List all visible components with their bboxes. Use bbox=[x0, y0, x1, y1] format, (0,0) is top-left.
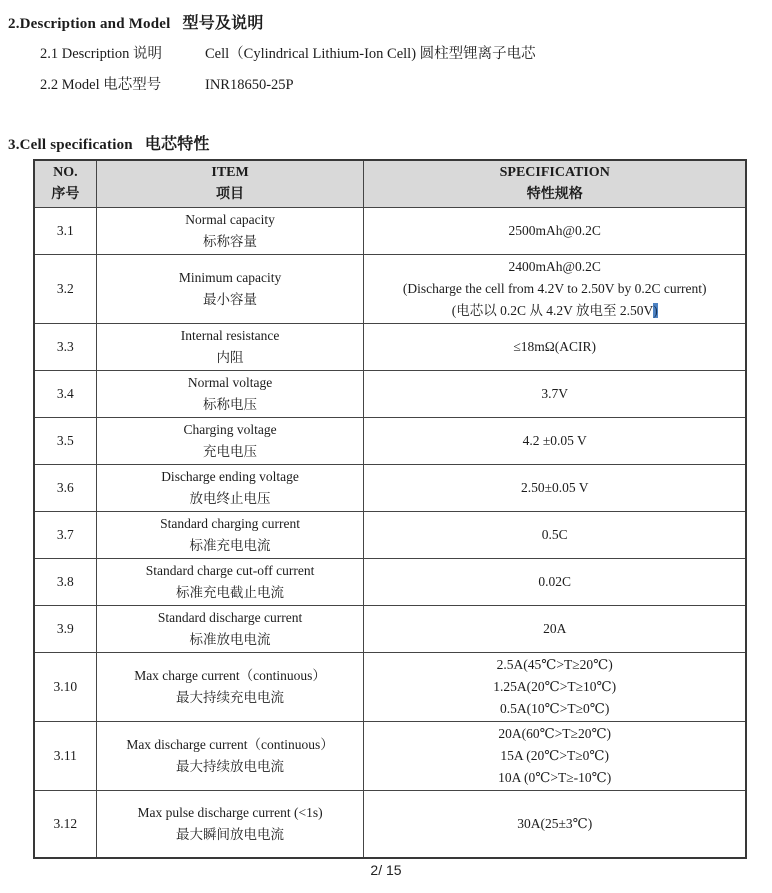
item-name-en: Standard discharge current bbox=[157, 610, 303, 625]
row-number-cell: 3.8 bbox=[34, 559, 96, 606]
item-name-en: Standard charging current bbox=[160, 516, 301, 531]
selected-text[interactable]: ) bbox=[653, 303, 658, 318]
item-name-zh: 最大持续充电电流 bbox=[176, 690, 285, 705]
row-number-cell: 3.7 bbox=[34, 512, 96, 559]
section-2-heading-zh: 型号及说明 bbox=[182, 15, 264, 32]
specification-cell bbox=[364, 465, 746, 512]
spec-line: ≤18mΩ(ACIR) bbox=[513, 339, 597, 354]
row-number-cell: 3.11 bbox=[34, 722, 96, 791]
table-row bbox=[34, 722, 746, 791]
table-row bbox=[34, 559, 746, 606]
specification-cell bbox=[364, 559, 746, 606]
section-2-heading bbox=[8, 10, 772, 33]
section-3-heading-en: 3.Cell specification bbox=[8, 137, 133, 153]
item-cell bbox=[96, 791, 364, 859]
table-row bbox=[34, 791, 746, 859]
row-number-cell: 3.4 bbox=[34, 371, 96, 418]
spec-line: 0.5A(10℃>T≥0℃) bbox=[500, 701, 610, 716]
row-number-cell: 3.10 bbox=[34, 653, 96, 722]
specification-cell bbox=[364, 722, 746, 791]
cell-specification-table bbox=[33, 159, 747, 859]
spec-line: 2.50±0.05 V bbox=[520, 480, 589, 495]
table-header bbox=[34, 160, 746, 208]
item-name-en: Normal voltage bbox=[187, 375, 273, 390]
item-name-en: Max discharge current（continuous） bbox=[126, 737, 334, 752]
item-name-en: Normal capacity bbox=[185, 212, 275, 227]
spec-line: 30A(25±3℃) bbox=[517, 816, 593, 831]
item-cell bbox=[96, 371, 364, 418]
section-3-heading-zh: 电芯特性 bbox=[144, 136, 210, 153]
item-cell bbox=[96, 606, 364, 653]
spec-line: 3.7V bbox=[541, 386, 569, 401]
item-cell bbox=[96, 465, 364, 512]
item-name-en: Discharge ending voltage bbox=[161, 469, 299, 484]
item-name-zh: 最大瞬间放电电流 bbox=[176, 827, 285, 842]
row-number-cell: 3.5 bbox=[34, 418, 96, 465]
spec-line: 4.2 ±0.05 V bbox=[522, 433, 587, 448]
specification-cell bbox=[364, 208, 746, 255]
model-label: 2.2 Model 电芯型号 bbox=[40, 77, 162, 93]
item-cell bbox=[96, 722, 364, 791]
row-number-cell: 3.3 bbox=[34, 324, 96, 371]
specification-cell bbox=[364, 512, 746, 559]
row-number-cell: 3.9 bbox=[34, 606, 96, 653]
item-cell bbox=[96, 559, 364, 606]
specification-cell bbox=[364, 255, 746, 324]
table-row bbox=[34, 255, 746, 324]
item-name-en: Internal resistance bbox=[180, 328, 280, 343]
spec-line: (电芯以 0.2C 从 4.2V 放电至 2.50V) bbox=[451, 303, 658, 318]
specification-cell bbox=[364, 371, 746, 418]
specification-cell bbox=[364, 653, 746, 722]
item-name-zh: 充电电压 bbox=[203, 444, 258, 459]
spec-line: 2.5A(45℃>T≥20℃) bbox=[496, 657, 613, 672]
row-number-cell: 3.12 bbox=[34, 791, 96, 859]
table-row bbox=[34, 465, 746, 512]
item-name-en: Charging voltage bbox=[183, 422, 277, 437]
section-2-heading-en: 2.Description and Model bbox=[8, 16, 171, 32]
spec-line: 20A bbox=[543, 621, 567, 636]
spec-line: 2500mAh@0.2C bbox=[508, 223, 601, 238]
specification-cell bbox=[364, 418, 746, 465]
item-name-zh: 放电终止电压 bbox=[189, 491, 271, 506]
model-row bbox=[40, 76, 772, 95]
header-no: NO. 序号 bbox=[34, 160, 96, 208]
table-row bbox=[34, 512, 746, 559]
table-row bbox=[34, 418, 746, 465]
item-cell bbox=[96, 324, 364, 371]
specification-cell bbox=[364, 606, 746, 653]
description-value: Cell（Cylindrical Lithium-Ion Cell) 圆柱型锂离子电芯 bbox=[205, 46, 536, 62]
spec-line: (Discharge the cell from 4.2V to 2.50V by 0.2C current) bbox=[402, 281, 707, 296]
specification-cell bbox=[364, 324, 746, 371]
section-3-heading bbox=[8, 131, 772, 154]
table-row bbox=[34, 653, 746, 722]
table-body bbox=[34, 208, 746, 859]
item-cell bbox=[96, 208, 364, 255]
item-name-zh: 标准充电截止电流 bbox=[176, 585, 285, 600]
description-row bbox=[40, 45, 772, 64]
spec-line: 10A (0℃>T≥-10℃) bbox=[498, 770, 612, 785]
description-label: 2.1 Description 说明 bbox=[40, 46, 163, 62]
table-row bbox=[34, 324, 746, 371]
table-row bbox=[34, 371, 746, 418]
row-number-cell: 3.2 bbox=[34, 255, 96, 324]
spec-line: 2400mAh@0.2C bbox=[508, 259, 601, 274]
page-number: 2/ 15 bbox=[370, 862, 402, 878]
item-cell bbox=[96, 653, 364, 722]
spec-line: 15A (20℃>T≥0℃) bbox=[500, 748, 609, 763]
item-name-zh: 内阻 bbox=[216, 350, 244, 365]
spec-line: 0.02C bbox=[538, 574, 572, 589]
header-item: ITEM 项目 bbox=[96, 160, 364, 208]
item-name-zh: 标准充电电流 bbox=[189, 538, 271, 553]
table-row bbox=[34, 208, 746, 255]
table-row bbox=[34, 606, 746, 653]
document-page bbox=[0, 10, 772, 893]
specification-cell bbox=[364, 791, 746, 859]
item-cell bbox=[96, 418, 364, 465]
row-number-cell: 3.6 bbox=[34, 465, 96, 512]
item-name-en: Standard charge cut-off current bbox=[145, 563, 315, 578]
item-name-en: Max pulse discharge current (<1s) bbox=[137, 805, 323, 820]
spec-line: 20A(60℃>T≥20℃) bbox=[498, 726, 612, 741]
model-value: INR18650-25P bbox=[205, 77, 294, 93]
item-name-en: Minimum capacity bbox=[178, 270, 282, 285]
item-name-en: Max charge current（continuous） bbox=[134, 668, 326, 683]
item-cell bbox=[96, 255, 364, 324]
item-name-zh: 标称容量 bbox=[203, 234, 258, 249]
spec-line: 1.25A(20℃>T≥10℃) bbox=[493, 679, 617, 694]
spec-line: 0.5C bbox=[541, 527, 568, 542]
item-name-zh: 标称电压 bbox=[203, 397, 258, 412]
header-specification: SPECIFICATION 特性规格 bbox=[364, 160, 746, 208]
item-cell bbox=[96, 512, 364, 559]
description-block bbox=[40, 45, 772, 95]
row-number-cell: 3.1 bbox=[34, 208, 96, 255]
item-name-zh: 标准放电电流 bbox=[189, 632, 271, 647]
item-name-zh: 最大持续放电电流 bbox=[176, 759, 285, 774]
item-name-zh: 最小容量 bbox=[203, 292, 258, 307]
